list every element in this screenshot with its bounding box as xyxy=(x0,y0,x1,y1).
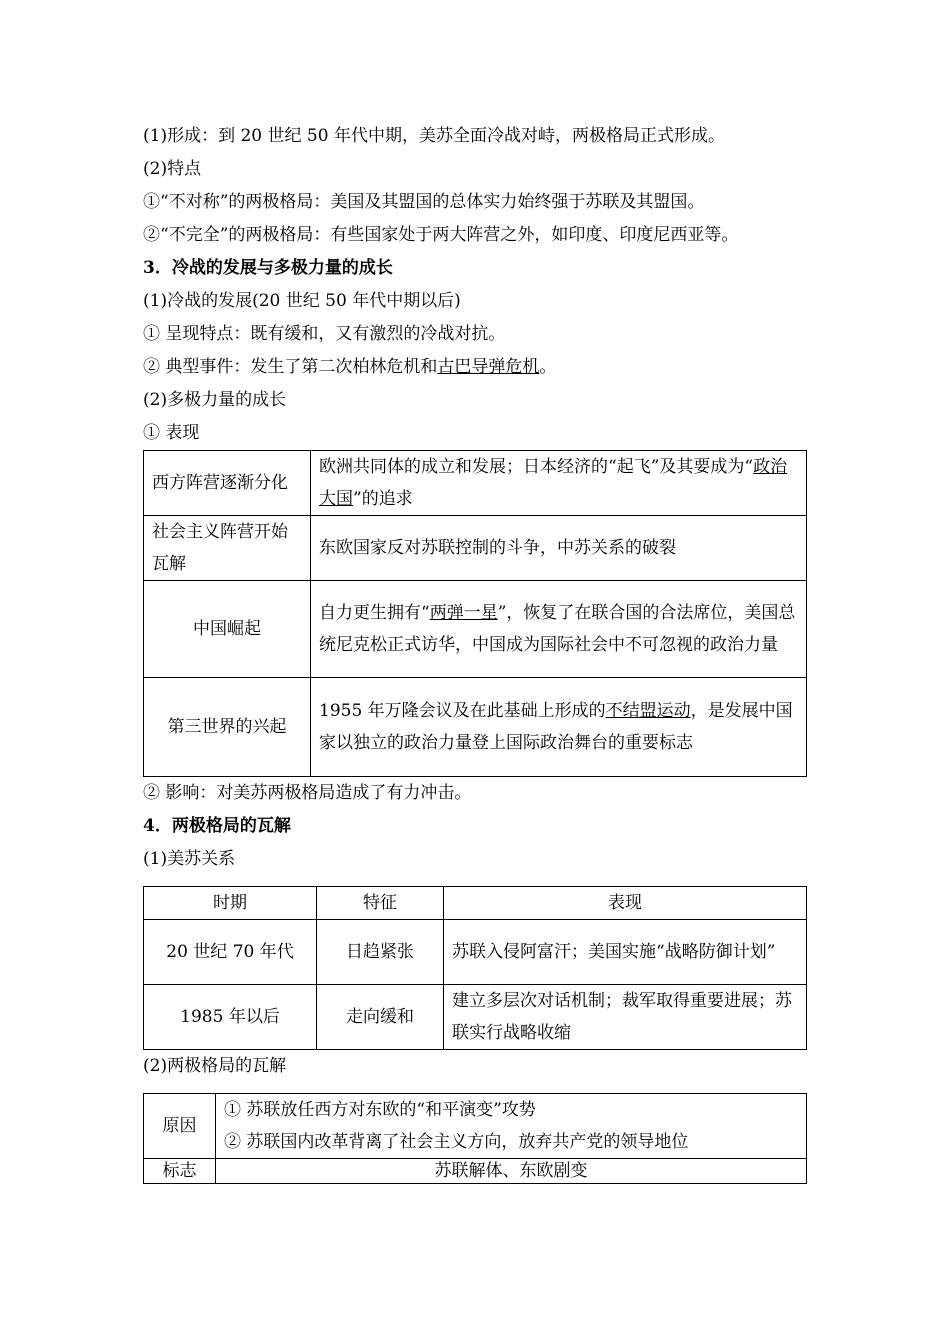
row-label: 社会主义阵营开始瓦解 xyxy=(144,516,311,581)
row-label: 第三世界的兴起 xyxy=(144,678,311,777)
row-detail: 东欧国家反对苏联控制的斗争，中苏关系的破裂 xyxy=(311,516,807,581)
sign-detail: 苏联解体、东欧剧变 xyxy=(216,1159,807,1184)
collapse-table xyxy=(143,1093,807,1184)
table-row xyxy=(144,920,807,985)
multipolar-table xyxy=(143,450,807,777)
table-row xyxy=(144,985,807,1050)
feature-cell: 走向缓和 xyxy=(317,985,444,1050)
dev-events: ② 典型事件：发生了第二次柏林危机和古巴导弹危机。 xyxy=(143,357,557,377)
feature-1: ①“不对称”的两极格局：美国及其盟国的总体实力始终强于苏联及其盟国。 xyxy=(143,192,705,212)
feature-cell: 日趋紧张 xyxy=(317,920,444,985)
detail-cell: 苏联入侵阿富汗；美国实施“战略防御计划” xyxy=(444,920,807,985)
row-detail: 欧洲共同体的成立和发展；日本经济的“起飞”及其要成为“政治大国”的追求 xyxy=(311,451,807,516)
period-cell: 1985 年以后 xyxy=(144,985,317,1050)
formation-text: (1)形成：到 20 世纪 50 年代中期，美苏全面冷战对峙，两极格局正式形成。 xyxy=(143,126,725,146)
row-label: 中国崛起 xyxy=(144,581,311,678)
row-label: 西方阵营逐渐分化 xyxy=(144,451,311,516)
dev-feature: ① 呈现特点：既有缓和，又有激烈的冷战对抗。 xyxy=(143,324,506,344)
table-row xyxy=(144,581,807,678)
sign-label: 标志 xyxy=(144,1159,216,1184)
cause-detail xyxy=(216,1094,807,1159)
section-3-title: 3．冷战的发展与多极力量的成长 xyxy=(143,258,393,278)
cause-1: ① 苏联放任西方对东欧的“和平演变”攻势 xyxy=(224,1100,536,1120)
table-row xyxy=(144,1159,807,1184)
document-page xyxy=(143,118,807,1184)
cold-war-dev-heading: (1)冷战的发展(20 世纪 50 年代中期以后) xyxy=(143,291,461,311)
row-detail: 1955 年万隆会议及在此基础上形成的不结盟运动，是发展中国家以独立的政治力量登上国际政治舞台的重要标志 xyxy=(311,678,807,777)
header-period: 时期 xyxy=(144,887,317,920)
row-detail: 自力更生拥有“两弹一星”，恢复了在联合国的合法席位，美国总统尼克松正式访华，中国成为国际社会中不可忽视的政治力量 xyxy=(311,581,807,678)
table-row xyxy=(144,678,807,777)
performance-label: ① 表现 xyxy=(143,423,200,443)
header-feature: 特征 xyxy=(317,887,444,920)
collapse-heading: (2)两极格局的瓦解 xyxy=(143,1056,287,1076)
detail-cell: 建立多层次对话机制；裁军取得重要进展；苏联实行战略收缩 xyxy=(444,985,807,1050)
table-row xyxy=(144,1094,807,1159)
header-detail: 表现 xyxy=(444,887,807,920)
table-row xyxy=(144,516,807,581)
relations-heading: (1)美苏关系 xyxy=(143,849,236,869)
impact-text: ② 影响：对美苏两极格局造成了有力冲击。 xyxy=(143,783,472,803)
section-4-title: 4．两极格局的瓦解 xyxy=(143,816,291,836)
cause-2: ② 苏联国内改革背离了社会主义方向，放弃共产党的领导地位 xyxy=(224,1132,689,1152)
table-header-row xyxy=(144,887,807,920)
multipolar-heading: (2)多极力量的成长 xyxy=(143,390,287,410)
relations-table xyxy=(143,886,807,1050)
period-cell: 20 世纪 70 年代 xyxy=(144,920,317,985)
cause-label: 原因 xyxy=(144,1094,216,1159)
feature-2: ②“不完全”的两极格局：有些国家处于两大阵营之外，如印度、印度尼西亚等。 xyxy=(143,225,739,245)
table-row xyxy=(144,451,807,516)
features-heading: (2)特点 xyxy=(143,159,202,179)
